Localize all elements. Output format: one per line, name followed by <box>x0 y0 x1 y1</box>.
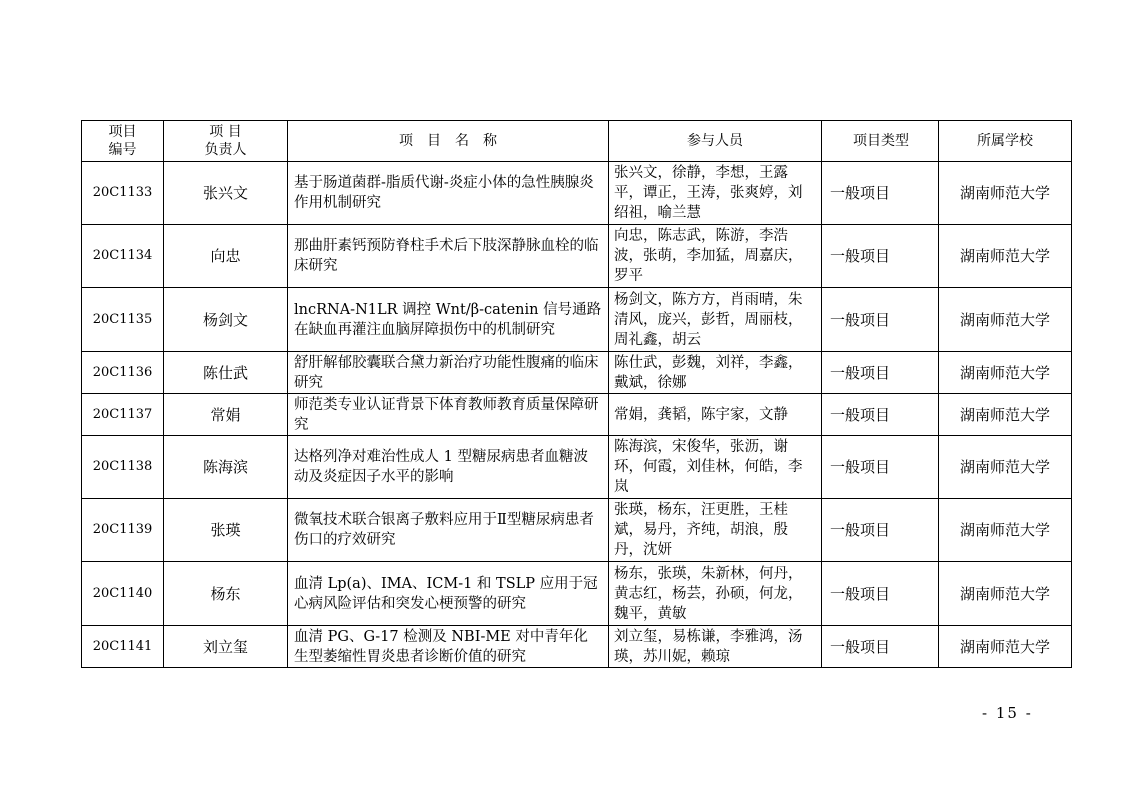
header-lead-line1: 项 目 <box>209 124 242 140</box>
cell-project-name: 基于肠道菌群-脂质代谢-炎症小体的急性胰腺炎作用机制研究 <box>288 162 609 225</box>
cell-project-name: 血清 PG、G-17 检测及 NBI-ME 对中青年化生型萎缩性胃炎患者诊断价值的研究 <box>288 626 609 668</box>
cell-project-type: 一般项目 <box>822 499 939 562</box>
header-participants: 参与人员 <box>609 121 822 162</box>
header-lead-line2: 负责人 <box>204 142 247 158</box>
cell-participants: 杨东，张瑛，朱新林，何丹，黄志红，杨芸，孙硕，何龙，魏平，黄敏 <box>609 562 822 626</box>
header-id-line1: 项目 <box>108 124 137 140</box>
cell-project-name: lncRNA-N1LR 调控 Wnt/β-catenin 信号通路在缺血再灌注血脑屏障损伤中的机制研究 <box>288 288 609 352</box>
cell-school: 湖南师范大学 <box>939 499 1072 562</box>
cell-school: 湖南师范大学 <box>939 352 1072 394</box>
table-row <box>82 436 1072 499</box>
cell-project-lead: 杨东 <box>164 562 288 626</box>
cell-project-lead: 张瑛 <box>164 499 288 562</box>
cell-project-type: 一般项目 <box>822 352 939 394</box>
cell-project-lead: 杨剑文 <box>164 288 288 352</box>
cell-participants: 张兴文，徐静，李想，王露平，谭正，王涛，张爽婷，刘绍祖，喻兰慧 <box>609 162 822 225</box>
cell-school: 湖南师范大学 <box>939 626 1072 668</box>
cell-project-type: 一般项目 <box>822 436 939 499</box>
cell-project-lead: 陈仕武 <box>164 352 288 394</box>
header-school: 所属学校 <box>939 121 1072 162</box>
table-row <box>82 626 1072 668</box>
cell-participants: 陈海滨，宋俊华，张沥，谢环，何霞，刘佳林，何皓，李岚 <box>609 436 822 499</box>
cell-project-id: 20C1134 <box>82 225 164 288</box>
cell-participants: 张瑛，杨东，汪更胜，王桂斌，易丹，齐纯，胡浪，殷丹，沈妍 <box>609 499 822 562</box>
cell-project-name: 舒肝解郁胶囊联合黛力新治疗功能性腹痛的临床研究 <box>288 352 609 394</box>
projects-table <box>81 120 1072 668</box>
cell-project-lead: 刘立玺 <box>164 626 288 668</box>
cell-project-lead: 陈海滨 <box>164 436 288 499</box>
cell-project-type: 一般项目 <box>822 626 939 668</box>
cell-participants: 常娟，龚韬，陈宇家，文静 <box>609 394 822 436</box>
cell-project-type: 一般项目 <box>822 162 939 225</box>
cell-project-name: 达格列净对难治性成人 1 型糖尿病患者血糖波动及炎症因子水平的影响 <box>288 436 609 499</box>
table-row <box>82 562 1072 626</box>
cell-project-lead: 常娟 <box>164 394 288 436</box>
cell-project-name: 血清 Lp(a)、IMA、ICM-1 和 TSLP 应用于冠心病风险评估和突发心梗预警的研究 <box>288 562 609 626</box>
cell-project-id: 20C1133 <box>82 162 164 225</box>
cell-school: 湖南师范大学 <box>939 288 1072 352</box>
page-number: - 15 - <box>982 704 1033 722</box>
table-row <box>82 225 1072 288</box>
header-project-id <box>82 121 164 162</box>
table-row <box>82 499 1072 562</box>
cell-school: 湖南师范大学 <box>939 225 1072 288</box>
cell-project-id: 20C1141 <box>82 626 164 668</box>
cell-school: 湖南师范大学 <box>939 562 1072 626</box>
cell-project-id: 20C1137 <box>82 394 164 436</box>
cell-project-id: 20C1135 <box>82 288 164 352</box>
cell-project-type: 一般项目 <box>822 225 939 288</box>
table-body <box>82 162 1072 668</box>
cell-project-type: 一般项目 <box>822 288 939 352</box>
cell-participants: 向忠，陈志武，陈游，李浩波，张萌，李加猛，周嘉庆，罗平 <box>609 225 822 288</box>
cell-project-type: 一般项目 <box>822 562 939 626</box>
cell-participants: 刘立玺，易栋谦，李雅鸿，汤瑛，苏川妮，赖琼 <box>609 626 822 668</box>
cell-project-id: 20C1140 <box>82 562 164 626</box>
cell-project-lead: 张兴文 <box>164 162 288 225</box>
table-row <box>82 162 1072 225</box>
table-row <box>82 352 1072 394</box>
cell-project-name: 师范类专业认证背景下体育教师教育质量保障研究 <box>288 394 609 436</box>
table-row <box>82 394 1072 436</box>
cell-project-name: 那曲肝素钙预防脊柱手术后下肢深静脉血栓的临床研究 <box>288 225 609 288</box>
cell-project-type: 一般项目 <box>822 394 939 436</box>
table-header-row <box>82 121 1072 162</box>
cell-project-id: 20C1136 <box>82 352 164 394</box>
cell-project-name: 微氧技术联合银离子敷料应用于Ⅱ型糖尿病患者伤口的疗效研究 <box>288 499 609 562</box>
table-row <box>82 288 1072 352</box>
cell-participants: 杨剑文，陈方方，肖雨晴，朱清风，庞兴，彭哲，周丽枝，周礼鑫，胡云 <box>609 288 822 352</box>
cell-project-id: 20C1139 <box>82 499 164 562</box>
cell-school: 湖南师范大学 <box>939 436 1072 499</box>
cell-project-lead: 向忠 <box>164 225 288 288</box>
cell-project-id: 20C1138 <box>82 436 164 499</box>
cell-school: 湖南师范大学 <box>939 394 1072 436</box>
header-project-lead <box>164 121 288 162</box>
header-id-line2: 编号 <box>108 142 137 158</box>
header-project-type: 项目类型 <box>822 121 939 162</box>
cell-participants: 陈仕武，彭魏，刘祥，李鑫，戴斌，徐娜 <box>609 352 822 394</box>
header-project-name: 项 目 名 称 <box>288 121 609 162</box>
cell-school: 湖南师范大学 <box>939 162 1072 225</box>
